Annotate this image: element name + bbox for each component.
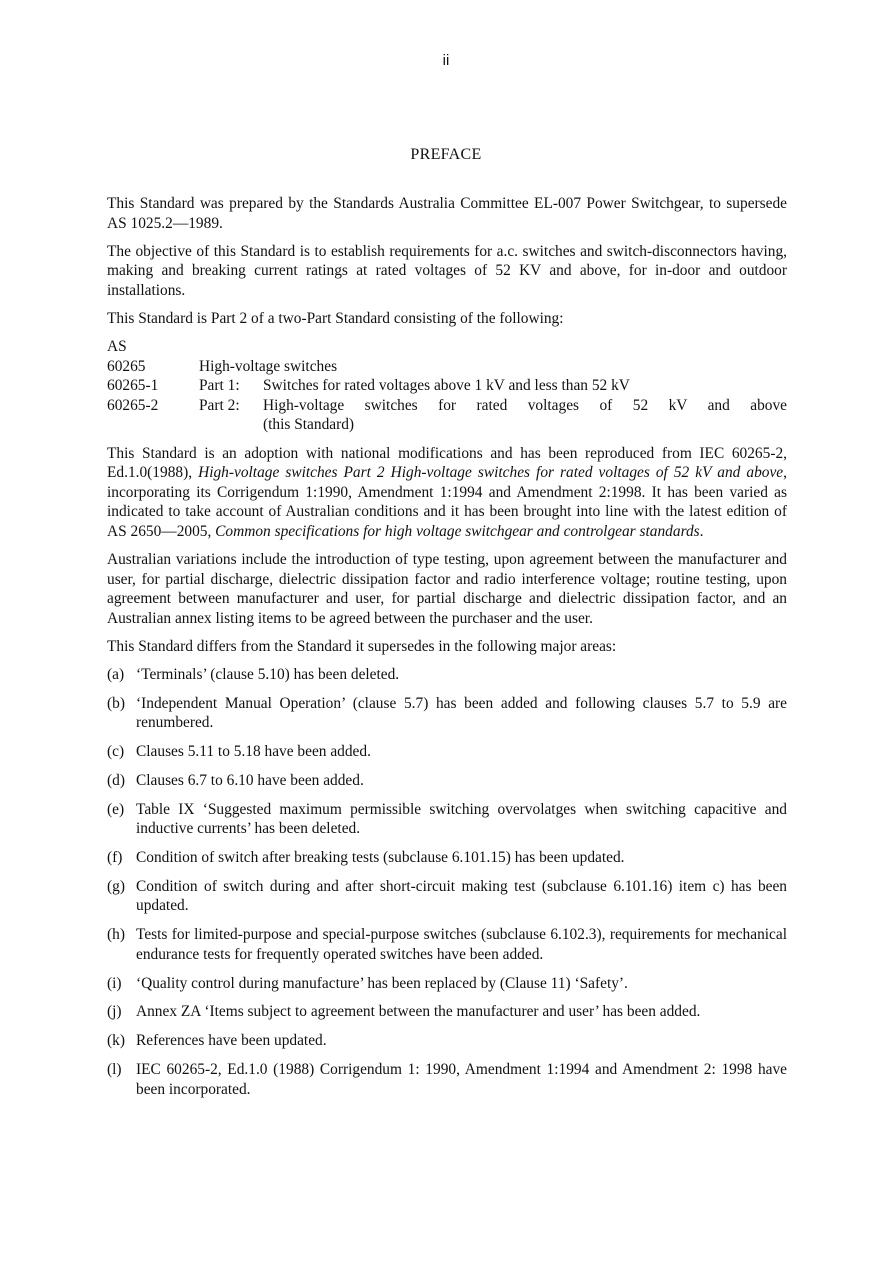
changes-list	[107, 665, 787, 1099]
adoption-title-italic: High-voltage switches Part 2 High-voltage switches for rated voltages of 52 kV and above	[198, 464, 784, 482]
list-item	[107, 877, 787, 916]
parts-table	[107, 337, 787, 435]
list-text: Table IX ‘Suggested maximum permissible switching overvolatges when switching capacitive and inductive currents’ has been deleted.	[136, 800, 787, 838]
paragraph-adoption	[107, 444, 787, 542]
list-text: Condition of switch during and after short-circuit making test (subclause 6.101.16) item c) has been updated.	[136, 877, 787, 915]
paragraph-part-of: This Standard is Part 2 of a two-Part Standard consisting of the following:	[107, 309, 564, 327]
standard-number: 60265-2	[107, 396, 159, 414]
list-text: Clauses 5.11 to 5.18 have been added.	[136, 743, 371, 761]
list-text: References have been updated.	[136, 1032, 327, 1050]
standard-number: 60265-1	[107, 377, 159, 395]
part-description-note: (this Standard)	[263, 416, 355, 434]
parts-row	[107, 396, 787, 416]
list-item	[107, 665, 787, 685]
parts-row	[107, 376, 787, 396]
list-text: Annex ZA ‘Items subject to agreement between the manufacturer and user’ has been added.	[136, 1003, 701, 1021]
list-item	[107, 974, 787, 994]
parts-row	[107, 357, 787, 377]
part-label: Part 2:	[199, 396, 240, 414]
list-label: (c)	[107, 743, 125, 761]
parts-heading: AS	[107, 338, 127, 356]
list-label: (k)	[107, 1032, 125, 1050]
list-label: (l)	[107, 1060, 122, 1078]
list-text: Clauses 6.7 to 6.10 have been added.	[136, 771, 364, 789]
list-text: Tests for limited-purpose and special-purpose switches (subclause 6.102.3), requirements for mechanical endurance tests for frequently operated switches have been added.	[136, 926, 787, 963]
list-text: ‘Independent Manual Operation’ (clause 5.7) has been added and following clauses 5.7 to 5.9 are renumbered.	[136, 694, 787, 732]
list-item	[107, 1031, 787, 1051]
preface-body	[107, 194, 787, 1108]
part-description: High-voltage switches	[199, 357, 338, 375]
list-item	[107, 694, 787, 733]
list-item	[107, 1002, 787, 1022]
list-label: (d)	[107, 771, 125, 789]
list-label: (h)	[107, 926, 125, 944]
page-title: PREFACE	[410, 146, 482, 163]
paragraph-objective: The objective of this Standard is to establish requirements for a.c. switches and switch-disconnectors having, making and breaking current ratings at rated voltages of 52 KV and above, for in-door and outdoor installations.	[107, 242, 787, 299]
list-label: (e)	[107, 800, 125, 818]
list-label: (b)	[107, 694, 125, 712]
list-text: Condition of switch after breaking tests (subclause 6.101.15) has been updated.	[136, 849, 625, 867]
part-label: Part 1:	[199, 377, 240, 395]
paragraph-variations: Australian variations include the introduction of type testing, upon agreement between the manufacturer and user, for partial discharge, dielectric dissipation factor and radio interference voltage; routine testing, upon agreement between manufacturer and user, for partial discharge and dielectric dissipation factor, and an Australian annex listing items to be agreed between the purchaser and the user.	[107, 551, 787, 627]
list-text: ‘Quality control during manufacture’ has been replaced by (Clause 11) ‘Safety’.	[136, 974, 628, 992]
list-label: (f)	[107, 849, 123, 867]
adoption-text: , incorporating its Corrigendum 1:1990, Amendment 1:1994 and Amendment 2:1998. It has been varied as indicated to take account of Australian conditions and it has been brought into line with the latest edition of AS 2650—2005,	[107, 464, 787, 540]
list-item	[107, 1060, 787, 1099]
page-number: ii	[442, 52, 450, 69]
list-label: (i)	[107, 974, 122, 992]
list-text: IEC 60265-2, Ed.1.0 (1988) Corrigendum 1: 1990, Amendment 1:1994 and Amendment 2: 1998 have been incorporated.	[136, 1060, 787, 1098]
standard-number: 60265	[107, 357, 146, 375]
adoption-text: .	[699, 522, 704, 540]
list-item	[107, 925, 787, 964]
parts-row-continued	[107, 415, 787, 435]
list-item	[107, 742, 787, 762]
part-description: High-voltage switches for rated voltages of 52 kV and above	[263, 396, 787, 414]
paragraph-differences-intro: This Standard differs from the Standard it supersedes in the following major areas:	[107, 637, 617, 655]
list-text: ‘Terminals’ (clause 5.10) has been deleted.	[136, 665, 400, 683]
list-label: (j)	[107, 1003, 122, 1021]
part-description: Switches for rated voltages above 1 kV and less than 52 kV	[263, 377, 630, 395]
reference-title-italic: Common specifications for high voltage switchgear and controlgear standards	[215, 522, 700, 540]
parts-heading-row	[107, 337, 787, 357]
list-label: (a)	[107, 665, 125, 683]
list-item	[107, 848, 787, 868]
adoption-text: This Standard is an adoption with national modifications and has been reproduced from IEC 60265-2, Ed.1.0(1988),	[107, 444, 787, 482]
list-label: (g)	[107, 877, 125, 895]
list-item	[107, 800, 787, 839]
paragraph-prepared-by: This Standard was prepared by the Standards Australia Committee EL-007 Power Switchgear, to supersede AS 1025.2—1989.	[107, 195, 787, 232]
list-item	[107, 771, 787, 791]
